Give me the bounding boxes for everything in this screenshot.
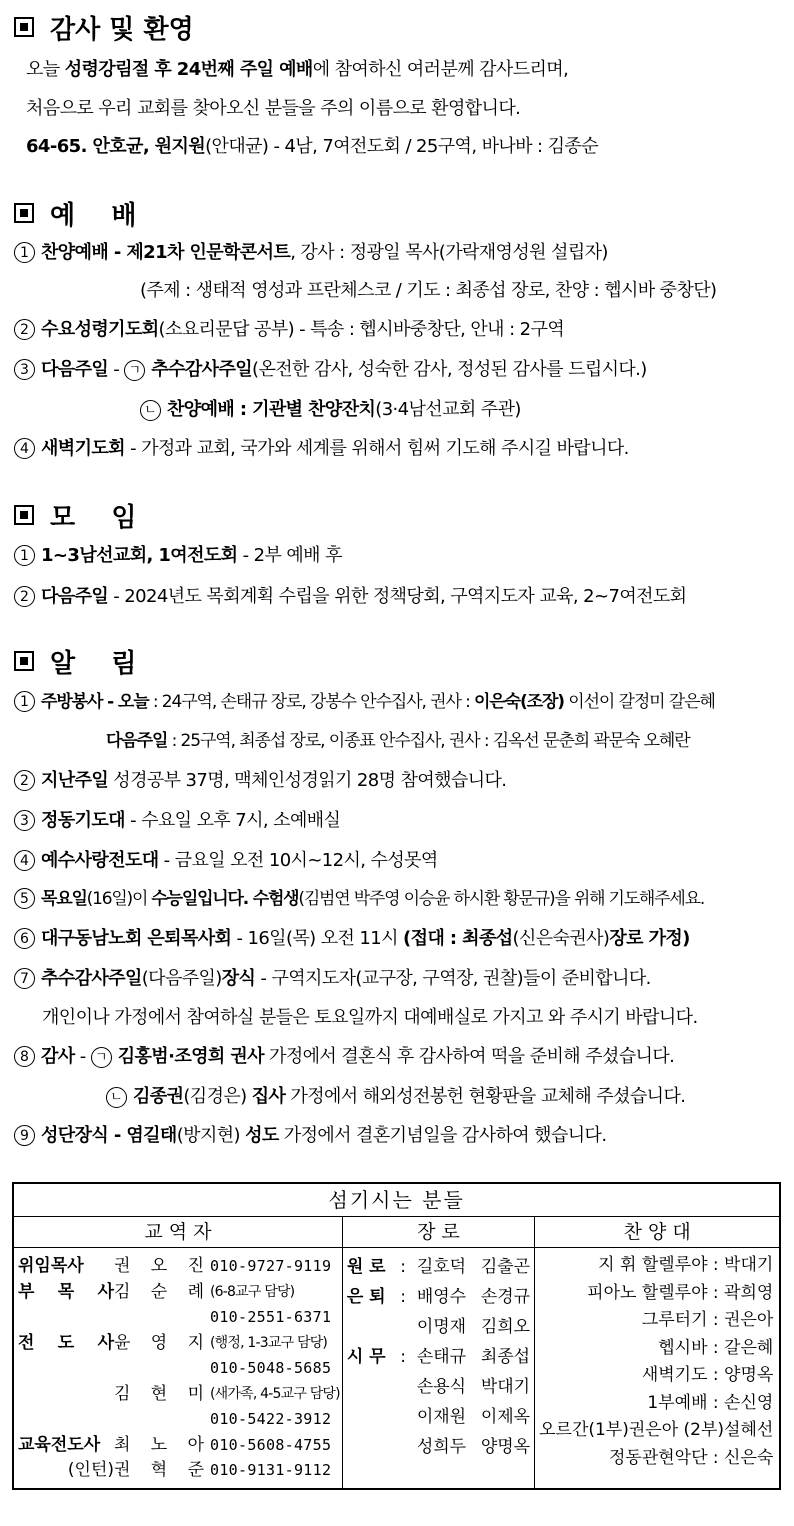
elder-sep bbox=[395, 1312, 417, 1342]
col-choir-header: 찬 양 대 bbox=[535, 1217, 781, 1248]
elder-name: 김희오 bbox=[480, 1317, 531, 1337]
clergy-list bbox=[13, 1248, 342, 1489]
choir-item: 오르간(1부)권은아 (2부)설혜선 bbox=[539, 1420, 774, 1440]
square-bullet-icon bbox=[14, 203, 34, 223]
notice-item-1: 1 주방봉사 - 오늘 : 24구역, 손태규 장로, 강봉수 안수집사, 권사 : 이은숙(조장) 이선이 갈정미 갈은혜 bbox=[14, 689, 715, 715]
elder-sep bbox=[395, 1372, 417, 1402]
clergy-role: (인턴) bbox=[67, 1460, 114, 1480]
choir-item: 정동관현악단 : 신은숙 bbox=[608, 1447, 774, 1468]
clergy-info: (6-8교구 담당) bbox=[210, 1283, 295, 1300]
clergy-row bbox=[18, 1433, 340, 1459]
worship-item-1-detail: (주제 : 생태적 영성과 프란체스코 / 기도 : 최종섭 장로, 찬양 : 헵시바 중창단) bbox=[140, 280, 717, 301]
elder-name: 이재원 bbox=[416, 1407, 467, 1427]
elders-list bbox=[342, 1248, 534, 1489]
clergy-role: 전 도 사 bbox=[18, 1332, 114, 1353]
elder-sep bbox=[395, 1432, 417, 1462]
clergy-name: 권 오 진 bbox=[114, 1256, 204, 1276]
clergy-name: 최 노 아 bbox=[114, 1434, 204, 1455]
col-clergy-header: 교 역 자 bbox=[13, 1217, 342, 1248]
elder-row bbox=[347, 1282, 530, 1312]
elder-name: 손태규 bbox=[416, 1347, 467, 1367]
choir-item: 1부예배 : 손신영 bbox=[647, 1392, 774, 1413]
notice-item-4: 4 예수사랑전도대 - 금요일 오전 10시~12시, 수성못역 bbox=[14, 848, 438, 874]
clergy-row bbox=[18, 1356, 340, 1382]
clergy-row bbox=[18, 1305, 340, 1331]
elder-label: 은 퇴 bbox=[346, 1287, 386, 1307]
clergy-role bbox=[18, 1356, 114, 1382]
elder-label bbox=[347, 1312, 395, 1342]
welcome-line-2: 처음으로 우리 교회를 찾아오신 분들을 주의 이름으로 환영합니다. bbox=[26, 98, 521, 119]
elder-label bbox=[347, 1402, 395, 1432]
welcome-line-3: 64-65. 안호균, 원지원(안대균) - 4남, 7여전도회 / 25구역, 바나바 : 김종순 bbox=[26, 136, 599, 157]
notice-item-6: 6 대구동남노회 은퇴목사회 - 16일(목) 오전 11시 (접대 : 최종섭(신은숙권사)장로 가정) bbox=[14, 926, 690, 952]
clergy-role: 부 목 사 bbox=[18, 1281, 114, 1302]
clergy-info: (행정, 1-3교구 담당) bbox=[210, 1334, 328, 1351]
clergy-role: 교육전도사 bbox=[18, 1434, 101, 1455]
elder-name: 최종섭 bbox=[480, 1347, 531, 1367]
choir-item: 지 휘 할렐루야 : 박대기 bbox=[598, 1255, 774, 1275]
notice-item-5: 5 목요일(16일)이 수능일입니다. 수험생(김범연 박주영 이승윤 하시환 황문규)을 위해 기도해주세요. bbox=[14, 886, 704, 912]
elder-name: 손용식 bbox=[416, 1377, 467, 1397]
worship-title: 예 배 bbox=[50, 200, 137, 231]
clergy-info: 010-2551-6371 bbox=[210, 1308, 332, 1326]
square-bullet-icon bbox=[14, 651, 34, 671]
elder-row bbox=[347, 1342, 530, 1372]
notice-item-7-detail: 개인이나 가정에서 참여하실 분들은 토요일까지 대예배실로 가지고 와 주시기 바랍니다. bbox=[42, 1007, 698, 1028]
choir-item: 헵시바 : 갈은혜 bbox=[658, 1337, 774, 1358]
col-elders-header: 장 로 bbox=[342, 1217, 534, 1248]
clergy-info: 010-9727-9119 bbox=[210, 1257, 332, 1275]
clergy-info: 010-5422-3912 bbox=[210, 1410, 332, 1428]
clergy-name: 김 순 례 bbox=[114, 1281, 204, 1302]
clergy-row bbox=[18, 1407, 340, 1433]
meeting-title: 모 임 bbox=[50, 502, 137, 533]
clergy-info: 010-9131-9112 bbox=[210, 1461, 332, 1479]
clergy-name: 윤 영 지 bbox=[114, 1332, 204, 1353]
elder-name: 이제옥 bbox=[480, 1407, 531, 1427]
elder-row bbox=[347, 1432, 530, 1462]
choir-item: 피아노 할렐루야 : 곽희영 bbox=[587, 1282, 774, 1303]
notice-item-3: 3 정동기도대 - 수요일 오후 7시, 소예배실 bbox=[14, 808, 340, 834]
notice-item-1-next: 다음주일 : 25구역, 최종섭 장로, 이종표 안수집사, 권사 : 김옥선 문춘희 곽문숙 오혜란 bbox=[106, 731, 690, 751]
notice-header bbox=[14, 644, 136, 678]
choir-list bbox=[535, 1248, 781, 1489]
notice-item-8-sub: ㄴ 김종권(김경은) 집사 가정에서 해외성전봉헌 현황판을 교체해 주셨습니다. bbox=[106, 1084, 685, 1110]
elder-label bbox=[347, 1432, 395, 1462]
welcome-header bbox=[14, 10, 194, 44]
clergy-row bbox=[18, 1280, 340, 1306]
clergy-name bbox=[114, 1356, 210, 1382]
elder-row bbox=[347, 1252, 530, 1282]
square-bullet-icon bbox=[14, 17, 34, 37]
elder-sep: : bbox=[394, 1257, 412, 1277]
elder-label: 시 무 bbox=[346, 1347, 386, 1367]
worship-item-2: 2 수요성령기도회(소요리문답 공부) - 특송 : 헵시바중창단, 안내 : 2구역 bbox=[14, 317, 564, 343]
meeting-item-2: 2 다음주일 - 2024년도 목회계획 수립을 위한 정책당회, 구역지도자 교육, 2~7여전도회 bbox=[14, 584, 686, 610]
clergy-role: 위임목사 bbox=[18, 1256, 84, 1276]
staff-title: 섬기시는 분들 bbox=[13, 1183, 780, 1217]
clergy-info: (새가족, 4-5교구 담당) bbox=[210, 1385, 340, 1402]
clergy-info: 010-5048-5685 bbox=[210, 1359, 332, 1377]
worship-item-3-sub: ㄴ 찬양예배 : 기관별 찬양잔치(3·4남선교회 주관) bbox=[140, 397, 521, 423]
elder-sep: : bbox=[394, 1347, 412, 1367]
notice-item-8: 8 감사 - ㄱ 김홍범·조영희 권사 가정에서 결혼식 후 감사하여 떡을 준비해 주셨습니다. bbox=[14, 1044, 674, 1070]
elder-label bbox=[347, 1372, 395, 1402]
clergy-row bbox=[18, 1254, 340, 1280]
clergy-row bbox=[18, 1382, 340, 1408]
notice-item-7: 7 추수감사주일(다음주일)장식 - 구역지도자(교구장, 구역장, 권찰)들이 준비합니다. bbox=[14, 966, 651, 992]
choir-item: 그루터기 : 권은아 bbox=[641, 1310, 774, 1330]
elder-sep: : bbox=[394, 1287, 412, 1307]
meeting-header bbox=[14, 498, 136, 532]
notice-title: 알 림 bbox=[50, 648, 137, 679]
elder-name: 김출곤 bbox=[480, 1257, 531, 1277]
clergy-info: 010-5608-4755 bbox=[210, 1435, 332, 1454]
choir-item: 새벽기도 : 양명옥 bbox=[641, 1365, 774, 1385]
notice-item-2: 2 지난주일 성경공부 37명, 맥체인성경읽기 28명 참여했습니다. bbox=[14, 768, 506, 794]
notice-item-9: 9 성단장식 - 염길태(방지현) 성도 가정에서 결혼기념일을 감사하여 했습니다. bbox=[14, 1123, 606, 1149]
worship-item-1: 1 찬양예배 - 제21차 인문학콘서트, 강사 : 정광일 목사(가락재영성원 설립자) bbox=[14, 240, 608, 266]
square-bullet-icon bbox=[14, 505, 34, 525]
welcome-line-1: 오늘 성령강림절 후 24번째 주일 예배에 참여하신 여러분께 감사드리며, bbox=[26, 59, 569, 80]
clergy-name: 권 혁 준 bbox=[114, 1460, 204, 1480]
welcome-title: 감사 및 환영 bbox=[50, 14, 194, 45]
clergy-role bbox=[18, 1382, 114, 1408]
worship-item-3: 3 다음주일 - ㄱ 추수감사주일(온전한 감사, 성숙한 감사, 정성된 감사를 드립시다.) bbox=[14, 357, 647, 383]
elder-row bbox=[347, 1312, 530, 1342]
clergy-row bbox=[18, 1458, 340, 1484]
elder-name: 박대기 bbox=[480, 1377, 531, 1397]
clergy-role bbox=[18, 1305, 114, 1331]
clergy-name bbox=[114, 1305, 210, 1331]
elder-name: 길호덕 bbox=[416, 1257, 467, 1277]
elder-row bbox=[347, 1402, 530, 1432]
elder-name: 양명옥 bbox=[480, 1437, 531, 1457]
meeting-item-1: 1 1~3남선교회, 1여전도회 - 2부 예배 후 bbox=[14, 543, 342, 569]
elder-name: 성희두 bbox=[416, 1437, 467, 1457]
elder-name: 손경규 bbox=[480, 1287, 531, 1307]
elder-label: 원 로 bbox=[346, 1257, 386, 1277]
elder-sep bbox=[395, 1402, 417, 1432]
staff-table bbox=[12, 1182, 781, 1490]
clergy-row bbox=[18, 1331, 340, 1357]
clergy-name: 김 현 미 bbox=[114, 1383, 204, 1404]
worship-header bbox=[14, 196, 136, 230]
elder-row bbox=[347, 1372, 530, 1402]
clergy-role bbox=[18, 1407, 114, 1433]
elder-name: 배영수 bbox=[416, 1287, 467, 1307]
worship-item-4: 4 새벽기도회 - 가정과 교회, 국가와 세계를 위해서 힘써 기도해 주시길 바랍니다. bbox=[14, 436, 629, 462]
elder-name: 이명재 bbox=[416, 1317, 467, 1337]
clergy-name bbox=[114, 1407, 210, 1433]
